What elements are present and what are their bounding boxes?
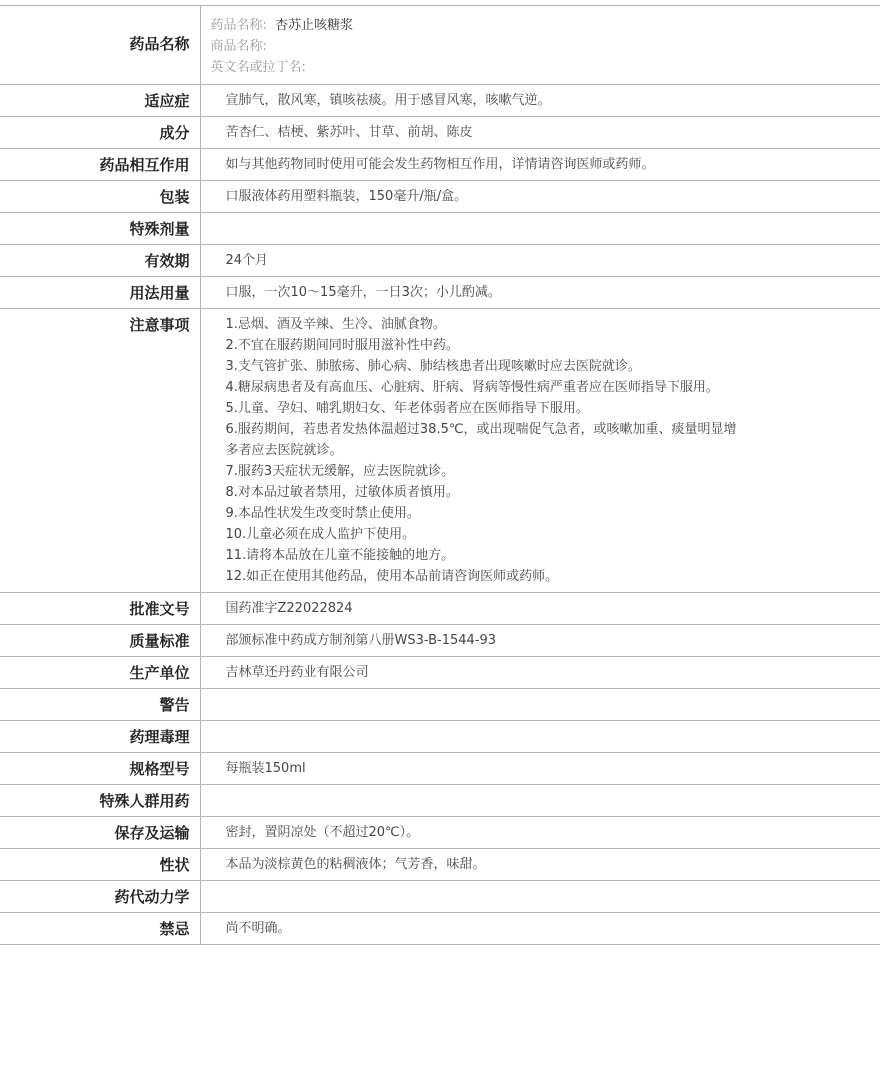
precaution-item: 1.忌烟、酒及辛辣、生冷、油腻食物。 (225, 317, 446, 332)
row-value: 尚不明确。 (200, 913, 880, 945)
row-specification (0, 753, 880, 785)
row-quality-standard (0, 625, 880, 657)
row-label: 注意事项 (0, 309, 200, 593)
precaution-item: 4.糖尿病患者及有高血压、心脏病、肝病、肾病等慢性病严重者应在医师指导下服用。 (225, 380, 719, 395)
english-name-key: 英文名或拉丁名: (210, 60, 306, 75)
row-interactions (0, 149, 880, 181)
precaution-item: 12.如正在使用其他药品，使用本品前请咨询医师或药师。 (225, 569, 559, 584)
row-pharmacokinetics (0, 881, 880, 913)
row-label: 用法用量 (0, 277, 200, 309)
row-label: 药品名称 (0, 6, 200, 85)
row-label: 保存及运输 (0, 817, 200, 849)
row-packaging (0, 181, 880, 213)
drug-info-table (0, 5, 880, 945)
row-value: 24个月 (200, 245, 880, 277)
row-label: 生产单位 (0, 657, 200, 689)
row-appearance (0, 849, 880, 881)
row-value (200, 881, 880, 913)
drug-name-values (200, 6, 880, 85)
precautions-list (200, 309, 880, 593)
row-value: 国药准字Z22022824 (200, 593, 880, 625)
trade-name-line (211, 36, 873, 57)
row-label: 质量标准 (0, 625, 200, 657)
row-contraindications (0, 913, 880, 945)
row-special-dosage (0, 213, 880, 245)
row-value: 如与其他药物同时使用可能会发生药物相互作用，详情请咨询医师或药师。 (200, 149, 880, 181)
generic-name-line (211, 15, 873, 36)
precaution-item: 9.本品性状发生改变时禁止使用。 (225, 506, 420, 521)
row-label: 规格型号 (0, 753, 200, 785)
row-label: 性状 (0, 849, 200, 881)
row-value: 苦杏仁、桔梗、紫苏叶、甘草、前胡、陈皮 (200, 117, 880, 149)
row-toxicology (0, 721, 880, 753)
row-approval-number (0, 593, 880, 625)
precaution-item: 5.儿童、孕妇、哺乳期妇女、年老体弱者应在医师指导下服用。 (225, 401, 589, 416)
row-ingredients (0, 117, 880, 149)
row-value: 部颁标准中药成方制剂第八册WS3-B-1544-93 (200, 625, 880, 657)
row-label: 警告 (0, 689, 200, 721)
precaution-item: 10.儿童必须在成人监护下使用。 (225, 527, 416, 542)
row-expiry (0, 245, 880, 277)
trade-name-key: 商品名称: (210, 39, 267, 54)
precaution-item: 3.支气管扩张、肺脓疡、肺心病、肺结核患者出现咳嗽时应去医院就诊。 (225, 359, 641, 374)
row-value (200, 785, 880, 817)
row-value: 本品为淡棕黄色的粘稠液体；气芳香，味甜。 (200, 849, 880, 881)
row-indications (0, 85, 880, 117)
row-value: 口服液体药用塑料瓶装，150毫升/瓶/盒。 (200, 181, 880, 213)
row-value: 每瓶装150ml (200, 753, 880, 785)
row-drug-name (0, 6, 880, 85)
precaution-item: 8.对本品过敏者禁用，过敏体质者慎用。 (225, 485, 459, 500)
precaution-item: 6.服药期间，若患者发热体温超过38.5℃，或出现喘促气急者，或咳嗽加重、痰量明显增多者应去医院就诊。 (225, 422, 737, 458)
row-warning (0, 689, 880, 721)
row-label: 药代动力学 (0, 881, 200, 913)
row-label: 药理毒理 (0, 721, 200, 753)
row-label: 批准文号 (0, 593, 200, 625)
row-value: 口服，一次10～15毫升，一日3次；小儿酌减。 (200, 277, 880, 309)
row-manufacturer (0, 657, 880, 689)
row-label: 成分 (0, 117, 200, 149)
row-label: 特殊人群用药 (0, 785, 200, 817)
row-usage (0, 277, 880, 309)
row-value: 密封，置阴凉处（不超过20℃）。 (200, 817, 880, 849)
row-value: 吉林草还丹药业有限公司 (200, 657, 880, 689)
row-label: 适应症 (0, 85, 200, 117)
row-label: 有效期 (0, 245, 200, 277)
row-storage (0, 817, 880, 849)
precaution-item: 2.不宜在服药期间同时服用滋补性中药。 (225, 338, 459, 353)
precaution-item: 7.服药3天症状无缓解，应去医院就诊。 (225, 464, 455, 479)
row-value (200, 721, 880, 753)
generic-name-value: 杏苏止咳糖浆 (275, 18, 354, 33)
row-value (200, 689, 880, 721)
generic-name-key: 药品名称: (210, 18, 267, 33)
precaution-item: 11.请将本品放在儿童不能接触的地方。 (225, 548, 455, 563)
row-precautions (0, 309, 880, 593)
row-value (200, 213, 880, 245)
row-label: 特殊剂量 (0, 213, 200, 245)
row-label: 禁忌 (0, 913, 200, 945)
row-special-population (0, 785, 880, 817)
row-label: 药品相互作用 (0, 149, 200, 181)
row-label: 包装 (0, 181, 200, 213)
row-value: 宣肺气，散风寒，镇咳祛痰。用于感冒风寒，咳嗽气逆。 (200, 85, 880, 117)
english-name-line (211, 57, 873, 78)
